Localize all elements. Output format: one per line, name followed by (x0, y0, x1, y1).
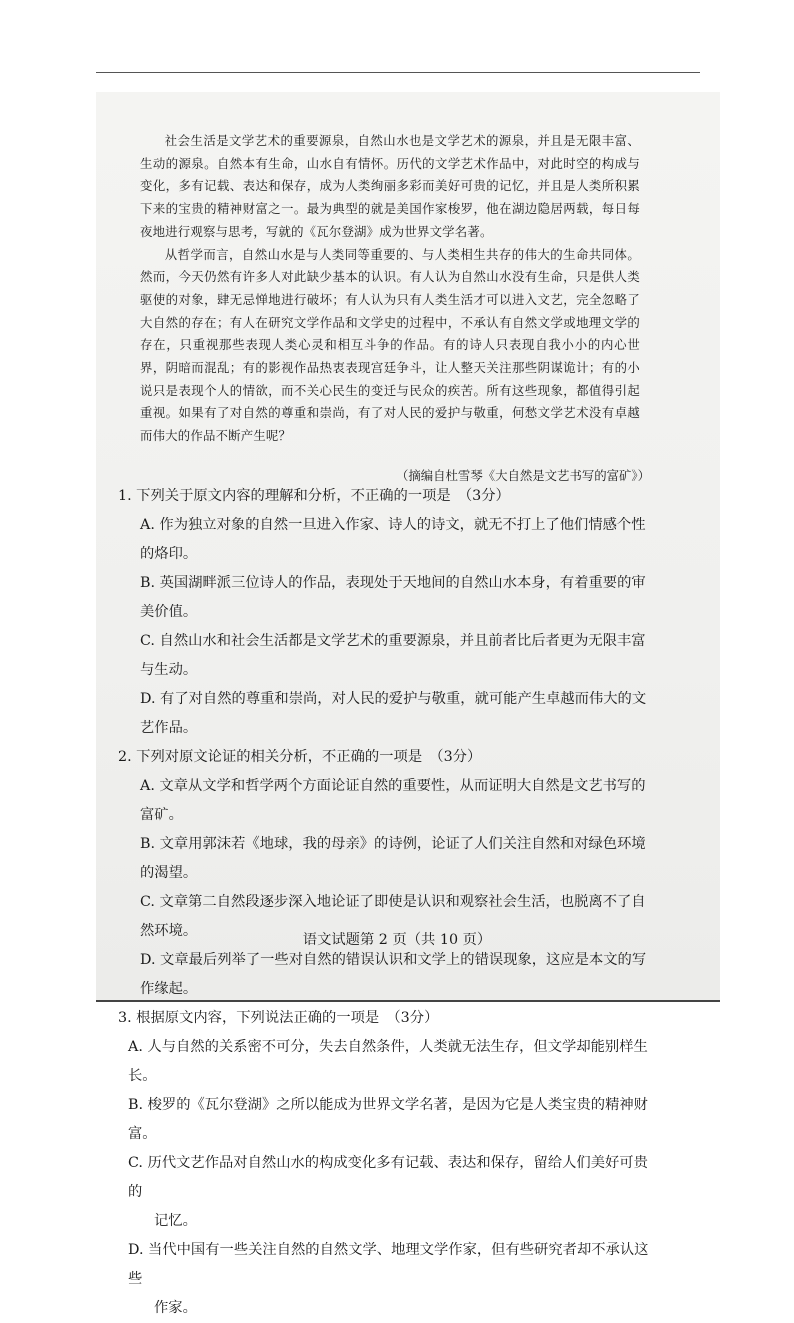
question-2-option-b[interactable]: B. 文章用郭沫若《地球，我的母亲》的诗例，论证了人们关注自然和对绿色环境的渴望。 (140, 836, 646, 881)
question-3-option-b[interactable]: B. 梭罗的《瓦尔登湖》之所以能成为世界文学名著，是因为它是人类宝贵的精神财富。 (128, 1097, 648, 1142)
question-2-stem: 2. 下列对原文论证的相关分析，不正确的一项是 （3分） (118, 749, 482, 765)
passage-paragraph-2: 从哲学而言，自然山水是与人类同等重要的、与人类相生共存的伟大的生命共同体。然而，今天仍然有许多人对此缺少基本的认识。有人认为自然山水没有生命，只是供人类驱使的对象，肆无忌惮地进行破坏；有人认为只有人类生活才可以进入文艺，完全忽略了大自然的存在；有人在研究文学作品和文学史的过程中，不承认有自然文学或地理文学的存在，只重视那些表现人类心灵和相互斗争的作品。有的诗人只表现自我小小的内心世界，阴暗而混乱；有的影视作品热衷表现宫廷争斗，让人整天关注那些阴谋诡计；有的小说只是表现个人的情欲，而不关心民生的变迁与民众的疾苦。所有这些现象，都值得引起重视。如果有了对自然的尊重和崇尚，有了对人民的爱护与敬重，何愁文学艺术没有卓越而伟大的作品不断产生呢？ (140, 246, 640, 444)
question-2 (118, 743, 658, 1004)
question-2-option-c[interactable]: C. 文章第二自然段逐步深入地论证了即使是认识和观察社会生活，也脱离不了自然环境。 (140, 894, 646, 939)
question-1-option-c[interactable]: C. 自然山水和社会生活都是文学艺术的重要源泉，并且前者比后者更为无限丰富与生动。 (140, 633, 646, 678)
reading-passage (140, 130, 640, 448)
page-footer: 语文试题第 2 页（共 10 页） (302, 932, 492, 948)
question-2-option-d[interactable]: D. 文章最后列举了一些对自然的错误认识和文学上的错误现象，这应是本文的写作缘起。 (140, 952, 647, 997)
question-3-option-d[interactable] (128, 1236, 658, 1323)
question-2-option-a[interactable]: A. 文章从文学和哲学两个方面论证自然的重要性，从而证明大自然是文艺书写的富矿。 (140, 778, 646, 823)
question-3-option-c-line1: C. 历代文艺作品对自然山水的构成变化多有记载、表达和保存，留给人们美好可贵的 (128, 1155, 648, 1200)
question-3 (118, 1004, 658, 1323)
question-3-stem: 3. 根据原文内容，下列说法正确的一项是 （3分） (118, 1010, 439, 1026)
question-1-stem: 1. 下列关于原文内容的理解和分析，不正确的一项是 （3分） (118, 488, 510, 504)
top-rule (96, 72, 700, 73)
question-3-option-c-line2: 记忆。 (154, 1213, 197, 1229)
question-1-option-a[interactable]: A. 作为独立对象的自然一旦进入作家、诗人的诗文，就无不打上了他们情感个性的烙印。 (140, 517, 646, 562)
question-3-option-d-line1: D. 当代中国有一些关注自然的自然文学、地理文学作家，但有些研究者却不承认这些 (128, 1242, 649, 1287)
question-3-option-c[interactable] (128, 1149, 658, 1236)
question-3-option-d-line2: 作家。 (154, 1300, 197, 1316)
question-list (118, 482, 658, 1323)
question-1-option-b[interactable]: B. 英国湖畔派三位诗人的作品，表现处于天地间的自然山水本身，有着重要的审美价值。 (140, 575, 646, 620)
passage-paragraph-1: 社会生活是文学艺术的重要源泉，自然山水也是文学艺术的源泉，并且是无限丰富、生动的源泉。自然本有生命，山水自有情怀。历代的文学艺术作品中，对此时空的构成与变化，多有记载、表达和保存，成为人类绚丽多彩而美好可贵的记忆，并且是人类所积累下来的宝贵的精神财富之一。最为典型的就是美国作家梭罗，他在湖边隐居两载，每日每夜地进行观察与思考，写就的《瓦尔登湖》成为世界文学名著。 (140, 133, 640, 239)
question-3-option-a[interactable]: A. 人与自然的关系密不可分，失去自然条件，人类就无法生存，但文学却能别样生长。 (128, 1039, 648, 1084)
question-1 (118, 482, 658, 743)
question-1-option-d[interactable]: D. 有了对自然的尊重和崇尚，对人民的爱护与敬重，就可能产生卓越而伟大的文艺作品。 (140, 691, 647, 736)
passage-source: （摘编自杜雪琴《大自然是文艺书写的富矿》） (395, 468, 650, 483)
